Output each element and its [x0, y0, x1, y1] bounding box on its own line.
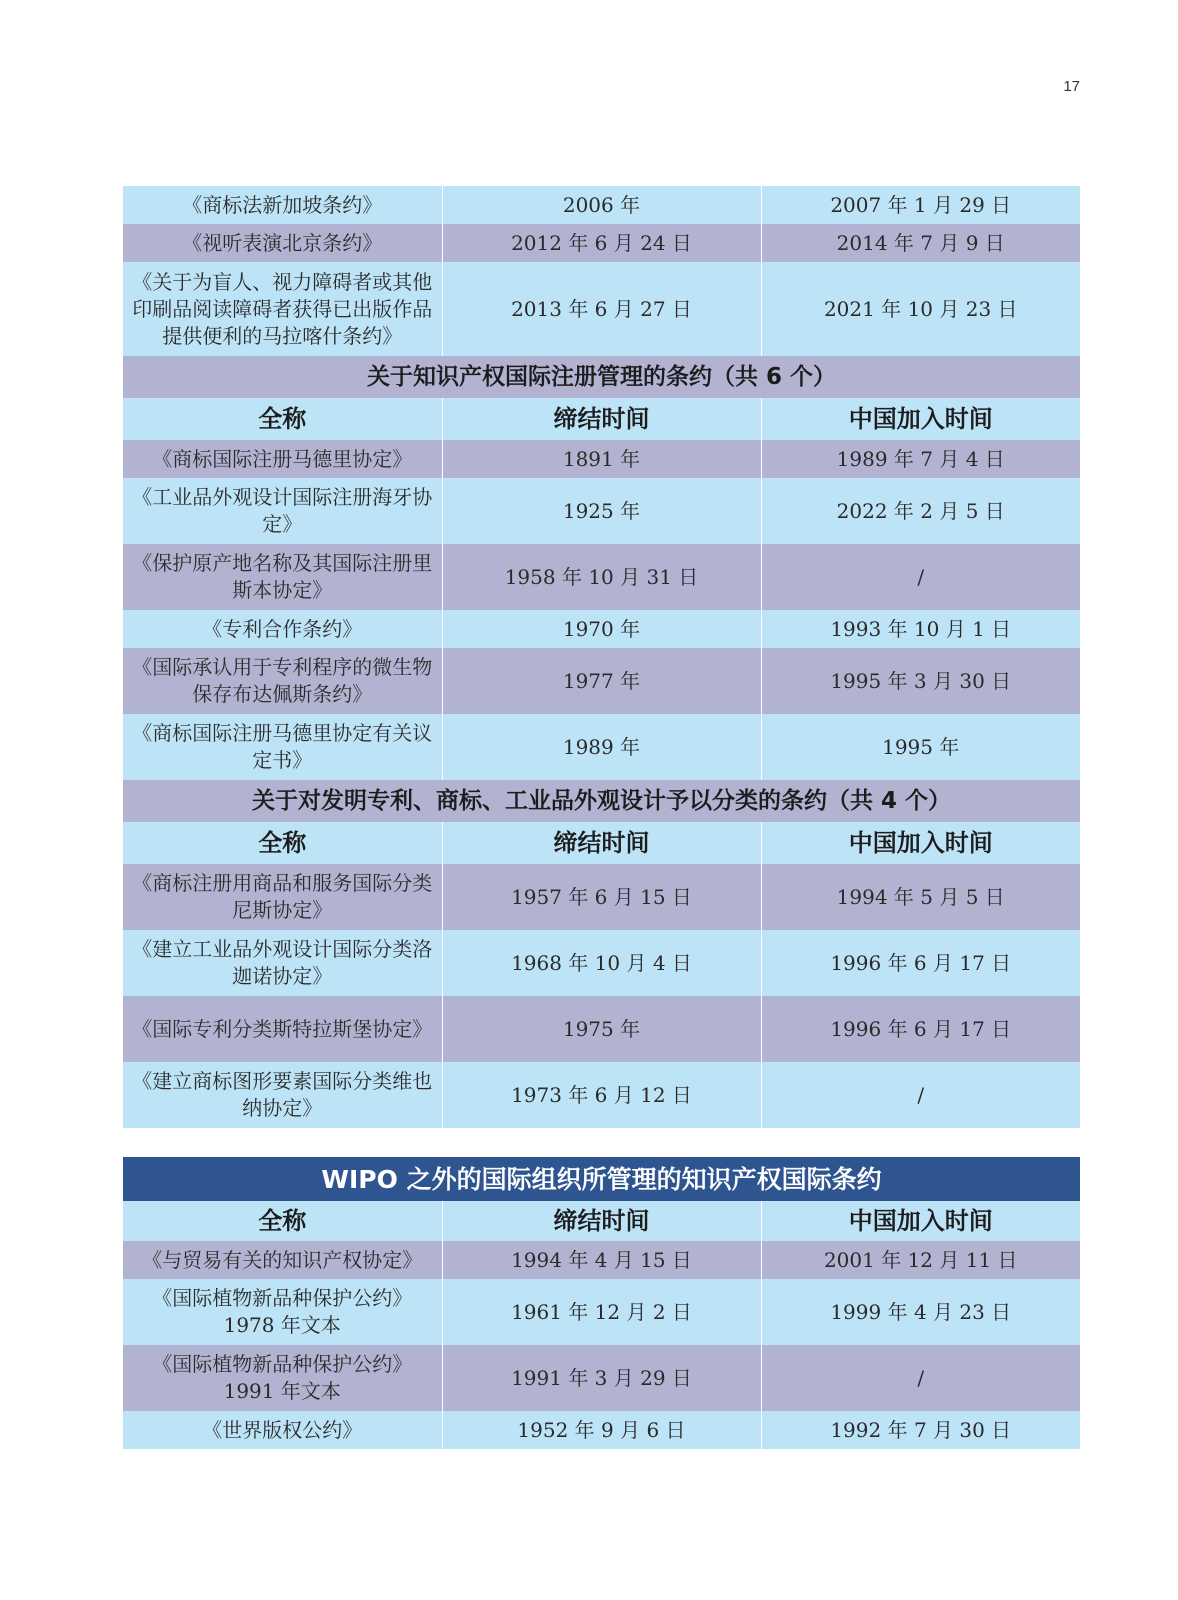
column-header-name: 全称 — [123, 822, 442, 864]
table-row — [123, 996, 1080, 1062]
table-row — [123, 478, 1080, 544]
treaty-name: 《商标国际注册马德里协定》 — [123, 440, 442, 478]
concluded-date: 1989 年 — [442, 714, 761, 780]
table-banner-row — [123, 1157, 1080, 1201]
treaty-name: 《工业品外观设计国际注册海牙协定》 — [123, 478, 442, 544]
treaty-name: 《与贸易有关的知识产权协定》 — [123, 1241, 442, 1279]
joined-date: 1994 年 5 月 5 日 — [761, 864, 1080, 930]
concluded-date: 1958 年 10 月 31 日 — [442, 544, 761, 610]
treaty-name: 《建立商标图形要素国际分类维也纳协定》 — [123, 1062, 442, 1128]
section-title-row — [123, 780, 1080, 822]
treaty-name: 《商标国际注册马德里协定有关议定书》 — [123, 714, 442, 780]
treaty-name: 《商标法新加坡条约》 — [123, 186, 442, 224]
table-row — [123, 224, 1080, 262]
table-row — [123, 186, 1080, 224]
joined-date: 2001 年 12 月 11 日 — [761, 1241, 1080, 1279]
treaty-name: 《国际专利分类斯特拉斯堡协定》 — [123, 996, 442, 1062]
concluded-date: 2013 年 6 月 27 日 — [442, 262, 761, 356]
joined-date: 2022 年 2 月 5 日 — [761, 478, 1080, 544]
table-row — [123, 262, 1080, 356]
treaty-name: 《国际植物新品种保护公约》1978 年文本 — [123, 1279, 442, 1345]
table-row — [123, 440, 1080, 478]
non-wipo-treaties-table — [123, 1157, 1080, 1449]
concluded-date: 1968 年 10 月 4 日 — [442, 930, 761, 996]
table-row — [123, 930, 1080, 996]
concluded-date: 1977 年 — [442, 648, 761, 714]
treaty-name: 《世界版权公约》 — [123, 1411, 442, 1449]
treaty-name: 《保护原产地名称及其国际注册里斯本协定》 — [123, 544, 442, 610]
column-header-row — [123, 822, 1080, 864]
joined-date: 1996 年 6 月 17 日 — [761, 996, 1080, 1062]
section-title-row — [123, 356, 1080, 398]
joined-date: 1993 年 10 月 1 日 — [761, 610, 1080, 648]
joined-date: 1989 年 7 月 4 日 — [761, 440, 1080, 478]
treaty-name: 《关于为盲人、视力障碍者或其他印刷品阅读障碍者获得已出版作品提供便利的马拉喀什条约》 — [123, 262, 442, 356]
table-row — [123, 1345, 1080, 1411]
concluded-date: 1961 年 12 月 2 日 — [442, 1279, 761, 1345]
page-number: 17 — [1063, 78, 1080, 95]
table-row — [123, 1062, 1080, 1128]
column-header-joined: 中国加入时间 — [761, 1201, 1080, 1241]
joined-date: / — [761, 544, 1080, 610]
section-title-registration: 关于知识产权国际注册管理的条约（共 6 个） — [123, 356, 1080, 398]
section-title-classification: 关于对发明专利、商标、工业品外观设计予以分类的条约（共 4 个） — [123, 780, 1080, 822]
table-banner-title: WIPO 之外的国际组织所管理的知识产权国际条约 — [123, 1157, 1080, 1201]
treaty-name: 《国际植物新品种保护公约》1991 年文本 — [123, 1345, 442, 1411]
column-header-name: 全称 — [123, 398, 442, 440]
column-header-joined: 中国加入时间 — [761, 822, 1080, 864]
joined-date: 1999 年 4 月 23 日 — [761, 1279, 1080, 1345]
joined-date: 1992 年 7 月 30 日 — [761, 1411, 1080, 1449]
table-row — [123, 864, 1080, 930]
concluded-date: 1975 年 — [442, 996, 761, 1062]
concluded-date: 1991 年 3 月 29 日 — [442, 1345, 761, 1411]
table-row — [123, 1411, 1080, 1449]
joined-date: 1995 年 3 月 30 日 — [761, 648, 1080, 714]
treaty-name: 《国际承认用于专利程序的微生物保存布达佩斯条约》 — [123, 648, 442, 714]
treaty-name: 《专利合作条约》 — [123, 610, 442, 648]
table-row — [123, 1241, 1080, 1279]
joined-date: 2021 年 10 月 23 日 — [761, 262, 1080, 356]
joined-date: / — [761, 1345, 1080, 1411]
table-row — [123, 1279, 1080, 1345]
concluded-date: 1891 年 — [442, 440, 761, 478]
table-row — [123, 544, 1080, 610]
concluded-date: 2006 年 — [442, 186, 761, 224]
concluded-date: 1952 年 9 月 6 日 — [442, 1411, 761, 1449]
concluded-date: 1970 年 — [442, 610, 761, 648]
concluded-date: 1957 年 6 月 15 日 — [442, 864, 761, 930]
table-row — [123, 648, 1080, 714]
concluded-date: 1925 年 — [442, 478, 761, 544]
concluded-date: 1973 年 6 月 12 日 — [442, 1062, 761, 1128]
joined-date: 1996 年 6 月 17 日 — [761, 930, 1080, 996]
column-header-row — [123, 398, 1080, 440]
column-header-concluded: 缔结时间 — [442, 1201, 761, 1241]
column-header-joined: 中国加入时间 — [761, 398, 1080, 440]
table-row — [123, 610, 1080, 648]
joined-date: 2014 年 7 月 9 日 — [761, 224, 1080, 262]
column-header-name: 全称 — [123, 1201, 442, 1241]
table-row — [123, 714, 1080, 780]
wipo-treaties-table — [123, 186, 1080, 1128]
column-header-row — [123, 1201, 1080, 1241]
column-header-concluded: 缔结时间 — [442, 822, 761, 864]
concluded-date: 1994 年 4 月 15 日 — [442, 1241, 761, 1279]
joined-date: 1995 年 — [761, 714, 1080, 780]
column-header-concluded: 缔结时间 — [442, 398, 761, 440]
treaty-name: 《视听表演北京条约》 — [123, 224, 442, 262]
joined-date: 2007 年 1 月 29 日 — [761, 186, 1080, 224]
treaty-name: 《商标注册用商品和服务国际分类尼斯协定》 — [123, 864, 442, 930]
joined-date: / — [761, 1062, 1080, 1128]
treaty-name: 《建立工业品外观设计国际分类洛迦诺协定》 — [123, 930, 442, 996]
concluded-date: 2012 年 6 月 24 日 — [442, 224, 761, 262]
